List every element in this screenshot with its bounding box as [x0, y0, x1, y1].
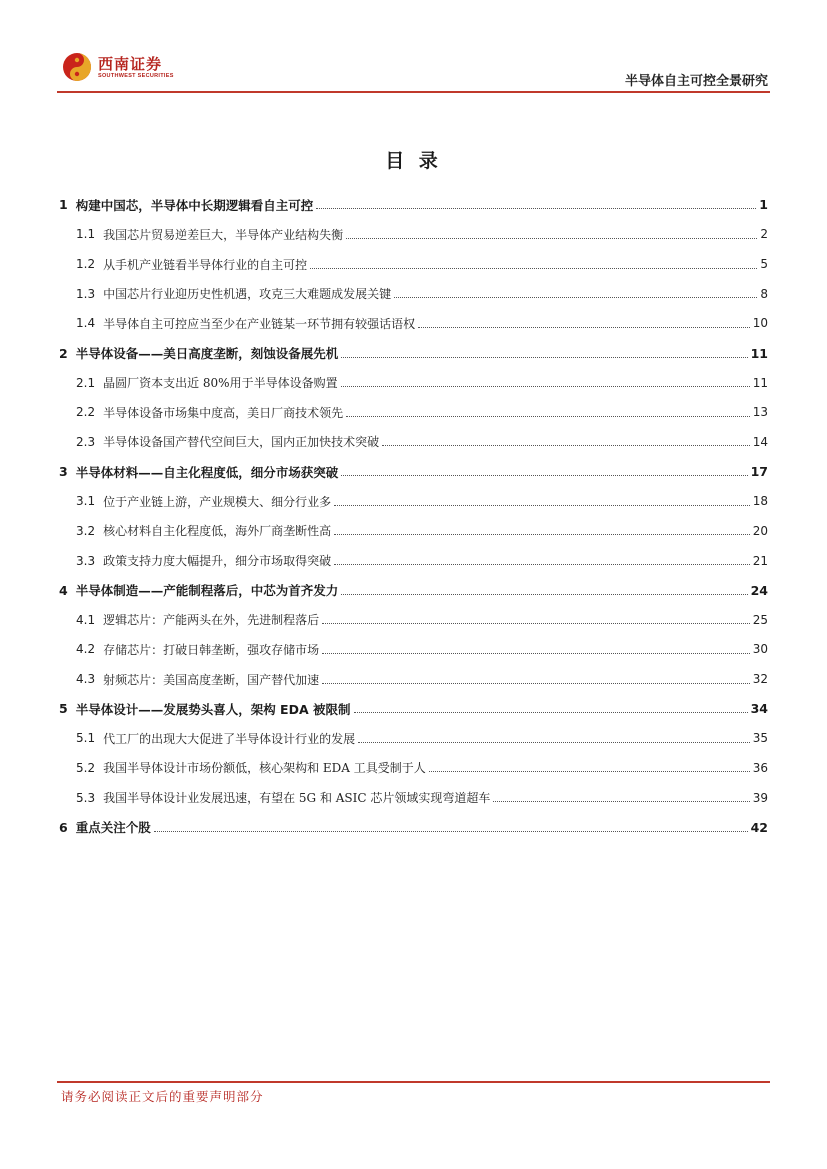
- toc-dot-leader: [358, 742, 750, 743]
- toc-entry-title: 核心材料自主化程度低，海外厂商垄断性高: [103, 524, 332, 539]
- toc-subsection-entry[interactable]: [59, 220, 768, 250]
- toc-entry-number: 1.2: [76, 257, 96, 272]
- toc-entry-title: 半导体设计——发展势头喜人，架构 EDA 被限制: [75, 701, 351, 717]
- toc-subsection-entry[interactable]: [59, 664, 768, 694]
- toc-entry-title: 半导体制造——产能制程落后，中芯为首齐发力: [75, 583, 339, 599]
- toc-entry-title: 半导体设备市场集中度高，美日厂商技术领先: [103, 405, 344, 420]
- toc-entry-page: 10: [752, 316, 768, 331]
- toc-entry-title: 射频芯片：美国高度垄断，国产替代加速: [103, 672, 320, 687]
- toc-entry-title: 存储芯片：打破日韩垄断，强攻存储市场: [103, 642, 320, 657]
- toc-entry-title: 代工厂的出现大大促进了半导体设计行业的发展: [103, 731, 356, 746]
- toc-dot-leader: [418, 327, 750, 328]
- toc-entry-page: 18: [752, 494, 768, 509]
- toc-entry-title: 位于产业链上游，产业规模大、细分行业多: [103, 494, 332, 509]
- footer-disclaimer: 请务必阅读正文后的重要声明部分: [61, 1089, 264, 1104]
- toc-entry-page: 13: [752, 405, 768, 420]
- toc-entry-number: 2: [59, 345, 68, 361]
- toc-entry-number: 3.3: [76, 553, 96, 568]
- toc-section-entry[interactable]: [59, 338, 768, 368]
- toc-entry-number: 1.3: [76, 286, 96, 301]
- toc-dot-leader: [346, 416, 750, 417]
- toc-subsection-entry[interactable]: [59, 753, 768, 783]
- toc-entry-number: 5: [59, 701, 68, 717]
- toc-entry-page: 25: [752, 612, 768, 627]
- header-divider: [57, 91, 770, 93]
- toc-entry-page: 14: [752, 434, 768, 449]
- toc-dot-leader: [322, 623, 750, 624]
- toc-entry-title: 我国半导体设计市场份额低，核心架构和 EDA 工具受制于人: [103, 761, 426, 776]
- toc-section-entry[interactable]: [59, 575, 768, 605]
- toc-dot-leader: [316, 208, 756, 209]
- toc-entry-title: 逻辑芯片：产能两头在外，先进制程落后: [103, 613, 320, 628]
- toc-subsection-entry[interactable]: [59, 635, 768, 665]
- toc-entry-number: 4.1: [76, 612, 96, 627]
- toc-dot-leader: [341, 594, 747, 595]
- toc-subsection-entry[interactable]: [59, 309, 768, 339]
- toc-entry-page: 20: [752, 523, 768, 538]
- toc-dot-leader: [341, 386, 750, 387]
- logo-name: 西南证券: [98, 55, 163, 73]
- toc-dot-leader: [322, 653, 750, 654]
- toc-entry-page: 11: [752, 375, 768, 390]
- toc-dot-leader: [154, 831, 748, 832]
- toc-entry-title: 半导体材料——自主化程度低，细分市场获突破: [75, 464, 339, 480]
- toc-entry-number: 1: [59, 197, 68, 213]
- toc-entry-number: 1.4: [76, 316, 96, 331]
- toc-dot-leader: [310, 268, 757, 269]
- footer-divider: [57, 1081, 770, 1083]
- toc-entry-number: 5.3: [76, 790, 96, 805]
- toc-entry-title: 我国芯片贸易逆差巨大，半导体产业结构失衡: [103, 227, 344, 242]
- toc-entry-number: 5.1: [76, 731, 96, 746]
- toc-entry-number: 5.2: [76, 760, 96, 775]
- toc-dot-leader: [322, 683, 750, 684]
- toc-entry-page: 39: [752, 790, 768, 805]
- toc-entry-title: 政策支持力度大幅提升，细分市场取得突破: [103, 554, 332, 568]
- toc-entry-page: 24: [750, 582, 768, 598]
- toc-entry-number: 4: [59, 582, 68, 598]
- toc-subsection-entry[interactable]: [59, 249, 768, 279]
- table-of-contents: [59, 190, 768, 842]
- toc-entry-title: 重点关注个股: [75, 820, 151, 836]
- toc-entry-page: 17: [750, 464, 768, 480]
- toc-subsection-entry[interactable]: [59, 516, 768, 546]
- toc-section-entry[interactable]: [59, 694, 768, 724]
- toc-entry-title: 半导体设备——美日高度垄断，刻蚀设备展先机: [75, 346, 339, 362]
- toc-dot-leader: [334, 505, 750, 506]
- toc-subsection-entry[interactable]: [59, 724, 768, 754]
- toc-dot-leader: [429, 771, 750, 772]
- toc-entry-page: 34: [750, 701, 768, 717]
- toc-subsection-entry[interactable]: [59, 546, 768, 576]
- toc-dot-leader: [334, 534, 750, 535]
- toc-entry-number: 3.1: [76, 494, 96, 509]
- toc-dot-leader: [382, 445, 750, 446]
- toc-entry-page: 42: [750, 819, 768, 835]
- toc-subsection-entry[interactable]: [59, 486, 768, 516]
- toc-entry-page: 8: [760, 286, 768, 301]
- toc-entry-title: 从手机产业链看半导体行业的自主可控: [103, 257, 308, 272]
- toc-dot-leader: [334, 564, 750, 565]
- toc-section-entry[interactable]: [59, 190, 768, 220]
- toc-dot-leader: [394, 297, 757, 298]
- toc-entry-number: 2.1: [76, 375, 96, 390]
- toc-dot-leader: [493, 801, 749, 802]
- toc-entry-page: 11: [750, 345, 768, 361]
- toc-title: 目 录: [385, 150, 442, 172]
- toc-entry-page: 2: [760, 227, 768, 242]
- toc-entry-page: 35: [752, 731, 768, 746]
- toc-section-entry[interactable]: [59, 812, 768, 842]
- toc-entry-page: 36: [752, 760, 768, 775]
- toc-entry-page: 1: [759, 197, 768, 213]
- toc-entry-number: 4.2: [76, 642, 96, 657]
- toc-subsection-entry[interactable]: [59, 605, 768, 635]
- toc-entry-number: 3.2: [76, 523, 96, 538]
- toc-subsection-entry[interactable]: [59, 368, 768, 398]
- toc-entry-page: 30: [752, 642, 768, 657]
- toc-dot-leader: [341, 357, 747, 358]
- report-title: 半导体自主可控全景研究: [624, 74, 768, 89]
- company-logo: [62, 52, 172, 86]
- logo-subtitle: SOUTHWEST SECURITIES: [98, 73, 174, 79]
- toc-entry-title: 我国半导体设计业发展迅速，有望在 5G 和 ASIC 芯片领域实现弯道超车: [103, 791, 491, 806]
- toc-subsection-entry[interactable]: [59, 279, 768, 309]
- toc-entry-title: 中国芯片行业迎历史性机遇，攻克三大难题成发展关键: [103, 287, 392, 302]
- toc-entry-number: 2.3: [76, 434, 96, 449]
- toc-entry-title: 晶圆厂资本支出近 80%用于半导体设备购置: [103, 376, 338, 391]
- toc-entry-number: 6: [59, 819, 68, 835]
- toc-subsection-entry[interactable]: [59, 397, 768, 427]
- logo-emblem-icon: [62, 52, 92, 82]
- toc-dot-leader: [341, 475, 747, 476]
- toc-entry-number: 2.2: [76, 405, 96, 420]
- toc-entry-page: 32: [752, 672, 768, 687]
- toc-entry-page: 5: [760, 257, 768, 272]
- toc-entry-number: 4.3: [76, 672, 96, 687]
- toc-entry-number: 3: [59, 464, 68, 480]
- toc-entry-page: 21: [752, 553, 768, 568]
- toc-section-entry[interactable]: [59, 457, 768, 487]
- toc-dot-leader: [354, 712, 748, 713]
- toc-dot-leader: [346, 238, 757, 239]
- toc-entry-title: 构建中国芯，半导体中长期逻辑看自主可控: [75, 197, 314, 213]
- toc-entry-number: 1.1: [76, 227, 96, 242]
- toc-subsection-entry[interactable]: [59, 427, 768, 457]
- toc-entry-title: 半导体自主可控应当至少在产业链某一环节拥有较强话语权: [103, 316, 416, 331]
- toc-subsection-entry[interactable]: [59, 783, 768, 813]
- toc-entry-title: 半导体设备国产替代空间巨大，国内正加快技术突破: [103, 435, 380, 450]
